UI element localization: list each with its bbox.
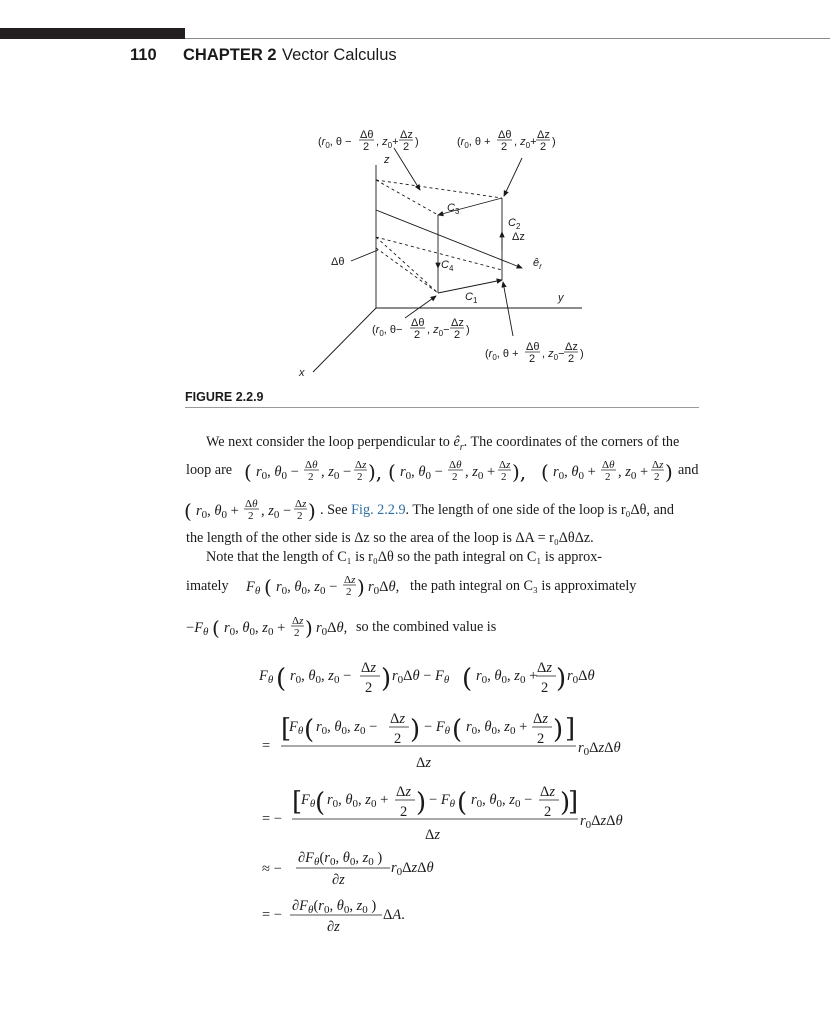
svg-text:Δz: Δz xyxy=(390,711,405,727)
svg-text:r0, θ0, z0 +: $r_0$, $\theta_0$, $z_0$ + xyxy=(327,792,389,810)
corner-tuple-2 xyxy=(388,459,526,484)
svg-text:2: 2 xyxy=(529,353,536,365)
svg-text:∂Fθ(r0, θ0, z0 ): $\partial F_\theta(r_0$, $\theta_0$, $z_0$ ) xyxy=(298,850,383,868)
axis-z-label: z xyxy=(384,154,390,166)
svg-text:2: 2 xyxy=(501,141,508,153)
para1-and: and xyxy=(678,462,699,478)
f-theta-expr-2 xyxy=(186,615,347,640)
svg-text:Δz: Δz xyxy=(416,755,431,771)
svg-text:Δz: Δz xyxy=(540,784,555,800)
svg-text:Δz: Δz xyxy=(533,711,548,727)
svg-text:(: ( xyxy=(212,616,220,640)
svg-text:= −: = − xyxy=(262,907,282,923)
para2-line2-rest: the path integral on C₃ is approximately xyxy=(410,578,637,594)
svg-text:∂z: ∂z xyxy=(327,919,340,935)
svg-text:Δθ: Δθ xyxy=(305,459,318,471)
display-eq-line-1 xyxy=(258,660,595,696)
svg-text:): ) xyxy=(580,348,584,360)
svg-text:): ) xyxy=(556,664,567,694)
svg-text:): ) xyxy=(552,136,556,148)
svg-text:Δz: Δz xyxy=(565,341,578,353)
svg-text:r0, θ0, z0 −: $r_0$, $\theta_0$, $z_0$ − xyxy=(316,719,378,737)
svg-text:r0, θ0, z0 −: $r_0$, $\theta_0$, $z_0$ − xyxy=(290,668,352,686)
svg-text:2: 2 xyxy=(346,586,352,598)
svg-text:− Fθ: − $F_\theta$ xyxy=(429,792,456,810)
svg-text:): ) xyxy=(665,460,673,484)
svg-text:2: 2 xyxy=(541,680,549,696)
svg-text:Δz: Δz xyxy=(425,827,440,843)
svg-text:r0, θ0 +: $r_0$, $\theta_0$ + xyxy=(196,503,239,521)
display-eq-line-3 xyxy=(262,784,623,843)
svg-text:2: 2 xyxy=(605,471,611,483)
svg-text:r0Δθ − Fθ: $r_0\Delta\theta - F_\theta$ xyxy=(392,668,450,686)
svg-text:2: 2 xyxy=(294,627,300,639)
svg-text:, z0−: , $z_0-$ xyxy=(427,324,450,338)
corner-tuple-3 xyxy=(541,459,673,484)
svg-text:): ) xyxy=(560,788,571,818)
svg-text:Δθ: Δθ xyxy=(411,317,425,329)
svg-text:2: 2 xyxy=(454,329,461,341)
axis-x-label: x xyxy=(299,367,305,379)
svg-text:]: ] xyxy=(568,787,579,817)
svg-text:[: [ xyxy=(281,714,292,744)
svg-text:2: 2 xyxy=(654,471,660,483)
svg-text:Δθ: Δθ xyxy=(526,341,540,353)
svg-text:2: 2 xyxy=(537,731,545,747)
svg-text:r0Δθ,: $r_0\Delta\theta$, xyxy=(316,620,348,638)
para2-line3-tail: so the combined value is xyxy=(356,619,497,635)
svg-text:(: ( xyxy=(388,460,396,484)
c2-label: $C_2$ xyxy=(508,217,521,231)
display-eq-line-4 xyxy=(262,850,434,888)
chapter-label: CHAPTER 2 xyxy=(183,46,277,64)
svg-text:): ) xyxy=(381,664,392,694)
svg-text:): ) xyxy=(416,788,427,818)
svg-text:, z0−: , $z_0-$ xyxy=(542,348,565,362)
svg-text:2: 2 xyxy=(414,329,421,341)
corner-bottom-left-label: ($r_0$, θ− xyxy=(372,324,403,338)
svg-text:, z0+: , $z_0+$ xyxy=(514,136,537,150)
svg-text:): ) xyxy=(415,136,419,148)
svg-text:(: ( xyxy=(452,715,463,745)
svg-text:(: ( xyxy=(276,664,287,694)
svg-text:2: 2 xyxy=(400,804,408,820)
chapter-title: Vector Calculus xyxy=(282,46,397,64)
svg-text:Δz: Δz xyxy=(355,459,367,471)
svg-text:]: ] xyxy=(565,714,576,744)
svg-text:2: 2 xyxy=(365,680,373,696)
svg-text:(: ( xyxy=(304,715,315,745)
delta-z-label: Δz xyxy=(512,231,525,243)
page-number: 110 xyxy=(130,46,157,64)
svg-text:(: ( xyxy=(244,460,252,484)
axis-y-label: y xyxy=(558,292,564,304)
svg-text:∂z: ∂z xyxy=(332,872,345,888)
svg-text:Δz: Δz xyxy=(537,660,552,676)
svg-text:r0, θ0, z0 +: $r_0$, $\theta_0$, $z_0$ + xyxy=(466,719,528,737)
svg-text:=: = xyxy=(262,738,271,754)
svg-text:Δz: Δz xyxy=(295,498,307,510)
figure-link[interactable]: Fig. 2.2.9 xyxy=(351,502,406,518)
svg-text:): ) xyxy=(410,715,421,745)
svg-text:(: ( xyxy=(462,664,473,694)
svg-text:Δz: Δz xyxy=(451,317,464,329)
svg-text:r0, θ0, z0 −: $r_0$, $\theta_0$, $z_0$ − xyxy=(471,792,533,810)
svg-text:Fθ: $F_\theta$ xyxy=(289,719,304,737)
svg-text:r0, θ0, z0 +: $r_0$, $\theta_0$, $z_0$ + xyxy=(224,620,286,638)
svg-text:2: 2 xyxy=(452,471,458,483)
svg-text:≈ −: ≈ − xyxy=(262,861,282,877)
display-eq-line-2 xyxy=(262,711,621,771)
svg-text:(: ( xyxy=(184,499,192,523)
svg-text:[: [ xyxy=(292,787,303,817)
svg-text:Δz: Δz xyxy=(652,459,664,471)
corner-bottom-right-label: ($r_0$, θ + xyxy=(485,348,519,362)
f-theta-expr-1 xyxy=(245,574,399,599)
svg-text:(: ( xyxy=(315,788,326,818)
svg-text:(: ( xyxy=(457,788,468,818)
svg-text:): ) xyxy=(553,715,564,745)
svg-text:Δz: Δz xyxy=(292,615,304,627)
corner-top-right-label: ($r_0$, θ + xyxy=(457,136,491,150)
svg-text:): ) xyxy=(466,324,470,336)
svg-text:Δz: Δz xyxy=(396,784,411,800)
svg-text:, z0 −: , $z_0$ − xyxy=(261,503,292,521)
svg-text:r0, θ0 +: $r_0$, $\theta_0$ + xyxy=(553,464,596,482)
svg-text:(: ( xyxy=(541,460,549,484)
svg-text:−Fθ: $-F_\theta$ xyxy=(186,620,209,638)
svg-text:, z0 +: , $z_0$ + xyxy=(618,464,649,482)
svg-text:r0ΔzΔθ: $r_0\Delta z\Delta\theta$ xyxy=(578,740,621,758)
svg-text:2: 2 xyxy=(394,731,402,747)
svg-text:, z0 −: , $z_0$ − xyxy=(321,464,352,482)
svg-text:Δz: Δz xyxy=(537,129,550,141)
display-eq-line-5 xyxy=(262,898,405,935)
e-r-label: $ê_r$ xyxy=(533,257,542,271)
svg-text:Δz: Δz xyxy=(499,459,511,471)
para2-line2-label: imately xyxy=(186,578,229,594)
corner-tuple-1 xyxy=(244,459,382,484)
svg-text:): ) xyxy=(308,499,316,523)
svg-text:),: ), xyxy=(512,460,527,484)
para1-line2-label: loop are xyxy=(186,462,233,478)
svg-text:r0, θ0 −: $r_0$, $\theta_0$ − xyxy=(400,464,443,482)
svg-text:2: 2 xyxy=(297,510,303,522)
para2-line1: Note that the length of C₁ is r₀Δθ so the path integral on C₁ is approx- xyxy=(206,549,603,565)
corner-top-left-label: ($r_0$, θ − xyxy=(318,136,352,150)
para1-line4: the length of the other side is Δz so the area of the loop is ΔA = r₀ΔθΔz. xyxy=(186,530,594,546)
svg-text:2: 2 xyxy=(544,804,552,820)
svg-text:Δz: Δz xyxy=(361,660,376,676)
svg-text:(: ( xyxy=(264,575,272,599)
svg-text:Fθ: $F_\theta$ xyxy=(259,668,274,686)
svg-text:∂Fθ(r0, θ0, z0 ): $\partial F_\theta(r_0$, $\theta_0$, $z_0$ ) xyxy=(292,898,377,916)
svg-text:, z0 +: , $z_0$ + xyxy=(465,464,496,482)
svg-text:): ) xyxy=(305,616,313,640)
svg-text:2: 2 xyxy=(357,471,363,483)
delta-theta-label: Δθ xyxy=(331,256,345,268)
svg-text:r0ΔzΔθ: $r_0\Delta z\Delta\theta$ xyxy=(391,860,434,878)
c4-label: $C_4$ xyxy=(441,259,454,273)
svg-text:r0, θ0, z0 +: $r_0$, $\theta_0$, $z_0$ + xyxy=(476,668,538,686)
svg-text:, z0+: , $z_0+$ xyxy=(376,136,399,150)
svg-text:2: 2 xyxy=(403,141,410,153)
para1-line1: We next consider the loop perpendicular to $ê_r$. The coordinates of the corners of the xyxy=(206,434,680,453)
svg-text:Δθ: Δθ xyxy=(245,498,258,510)
svg-text:),: ), xyxy=(368,460,383,484)
svg-text:2: 2 xyxy=(308,471,314,483)
svg-text:2: 2 xyxy=(363,141,370,153)
svg-text:Δθ: Δθ xyxy=(360,129,374,141)
svg-text:r0ΔzΔθ: $r_0\Delta z\Delta\theta$ xyxy=(580,813,623,831)
svg-text:Δθ: Δθ xyxy=(449,459,462,471)
para1-line3: . See Fig. 2.2.9. The length of one side of the loop is r₀Δθ, and xyxy=(320,502,674,518)
svg-text:2: 2 xyxy=(501,471,507,483)
svg-text:− Fθ: − $F_\theta$ xyxy=(424,719,451,737)
svg-text:= −: = − xyxy=(262,811,282,827)
svg-text:Fθ: $F_\theta$ xyxy=(246,579,261,597)
svg-text:): ) xyxy=(357,575,365,599)
svg-text:2: 2 xyxy=(568,353,575,365)
svg-text:2: 2 xyxy=(248,510,254,522)
svg-text:2: 2 xyxy=(540,141,547,153)
c1-label: $C_1$ xyxy=(465,291,478,305)
c3-label: $C_3$ xyxy=(447,202,460,216)
svg-text:r0, θ0 −: $r_0$, $\theta_0$ − xyxy=(256,464,299,482)
svg-text:Δz: Δz xyxy=(400,129,413,141)
svg-text:r0Δθ: $r_0\Delta\theta$ xyxy=(567,668,595,686)
svg-text:r0, θ0, z0 −: $r_0$, $\theta_0$, $z_0$ − xyxy=(276,579,338,597)
figure-caption: FIGURE 2.2.9 xyxy=(185,390,264,404)
svg-text:Δθ: Δθ xyxy=(602,459,615,471)
svg-text:Δθ: Δθ xyxy=(498,129,512,141)
svg-text:ΔA.: ΔA. xyxy=(383,907,405,923)
svg-text:Fθ: $F_\theta$ xyxy=(301,792,316,810)
svg-text:r0Δθ,: $r_0\Delta\theta$, xyxy=(368,579,400,597)
svg-text:Δz: Δz xyxy=(344,574,356,586)
